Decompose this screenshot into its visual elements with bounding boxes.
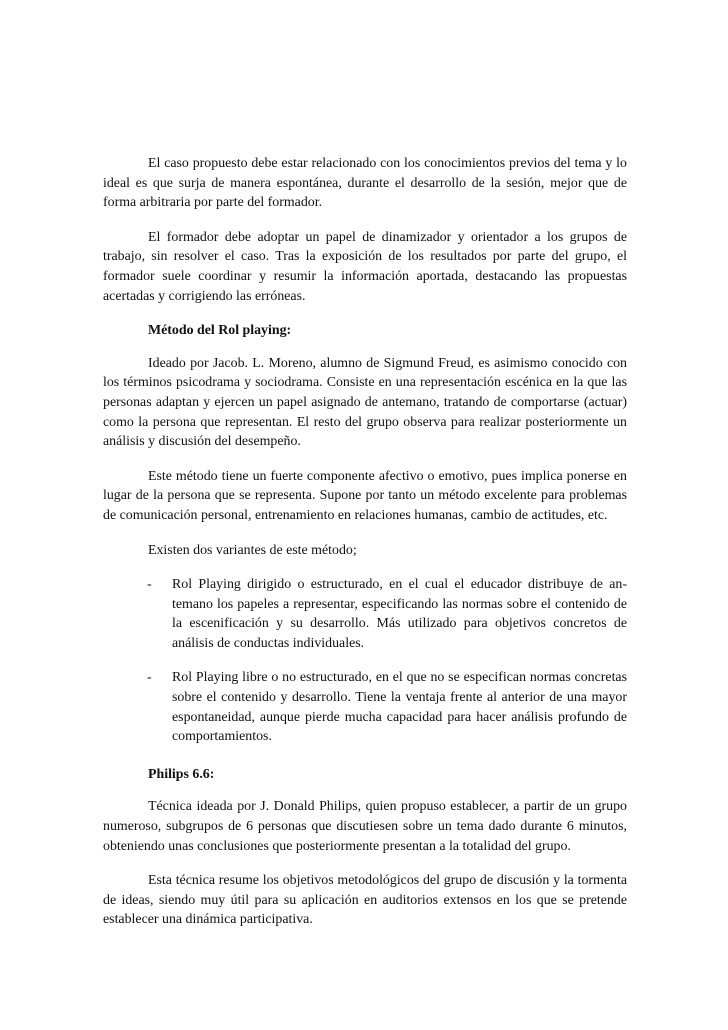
philips-heading: Philips 6.6: [148, 766, 215, 782]
rol-playing-paragraph-3: Existen dos variantes de este método; [148, 542, 357, 558]
dash-bullet: - [147, 577, 152, 593]
philips-paragraph-2: Esta técnica resume los objetivos metodológicos del grupo de discusión y la tormenta de ideas, siendo muy útil para su aplicación en auditorios extensos en los que se pretende establecer una dinámica participativa. [103, 873, 627, 928]
list-item-text: Rol Playing dirigido o estructurado, en el cual el educador distribuye de antemano los papeles a representar, especificando las normas sobre el contenido de la escenificación y su desarrollo. Más utilizado para objetivos concretos de análisis de conductas individuales. [172, 577, 627, 651]
rol-playing-heading: Método del Rol playing: [148, 323, 292, 339]
philips-paragraph-1: Técnica ideada por J. Donald Philips, quien propuso establecer, a partir de un grupo numeroso, subgrupos de 6 personas que discutiesen sobre un tema dado durante 6 minutos, obteniendo unas conclusiones que posteriormente presentan a la totalidad del grupo. [103, 799, 627, 854]
intro-paragraph-1: El caso propuesto debe estar relacionado con los conocimientos previos del tema y lo ideal es que surja de manera espontánea, durante el desarrollo de la sesión, mejor que de forma arbitraria por parte del formador. [103, 156, 627, 211]
list-item [103, 575, 627, 653]
rol-playing-paragraph-1: Ideado por Jacob. L. Moreno, alumno de Sigmund Freud, es asimismo conocido con los términos psicodrama y sociodrama. Consiste en una representación escénica en la que las personas adaptan y ejercen un papel asignado de antemano, tratando de comportarse (actuar) como la persona que representan. El resto del grupo observa para realizar posteriormente un análisis y discusión del desempeño. [103, 355, 627, 450]
list-item [103, 668, 627, 746]
rol-playing-paragraph-2: Este método tiene un fuerte componente afectivo o emotivo, pues implica ponerse en lugar de la persona que se representa. Supone por tanto un método excelente para problemas de comunicación personal, entrenamiento en relaciones humanas, cambio de actitudes, etc. [103, 468, 627, 523]
document-page [103, 154, 627, 945]
dash-bullet: - [147, 670, 152, 686]
list-item-text: Rol Playing libre o no estructurado, en el que no se especifican normas concretas sobre el contenido y desarrollo. Tiene la ventaja frente al anterior de una mayor espontaneidad, aunque pierde mucha capacidad para hacer análisis profundo de comportamientos. [172, 670, 627, 745]
intro-paragraph-2: El formador debe adoptar un papel de dinamizador y orientador a los grupos de trabajo, sin resolver el caso. Tras la exposición de los resultados por parte del grupo, el formador suele coordinar y resumir la información aportada, destacando las propuestas acertadas y corrigiendo las erróneas. [103, 229, 627, 304]
